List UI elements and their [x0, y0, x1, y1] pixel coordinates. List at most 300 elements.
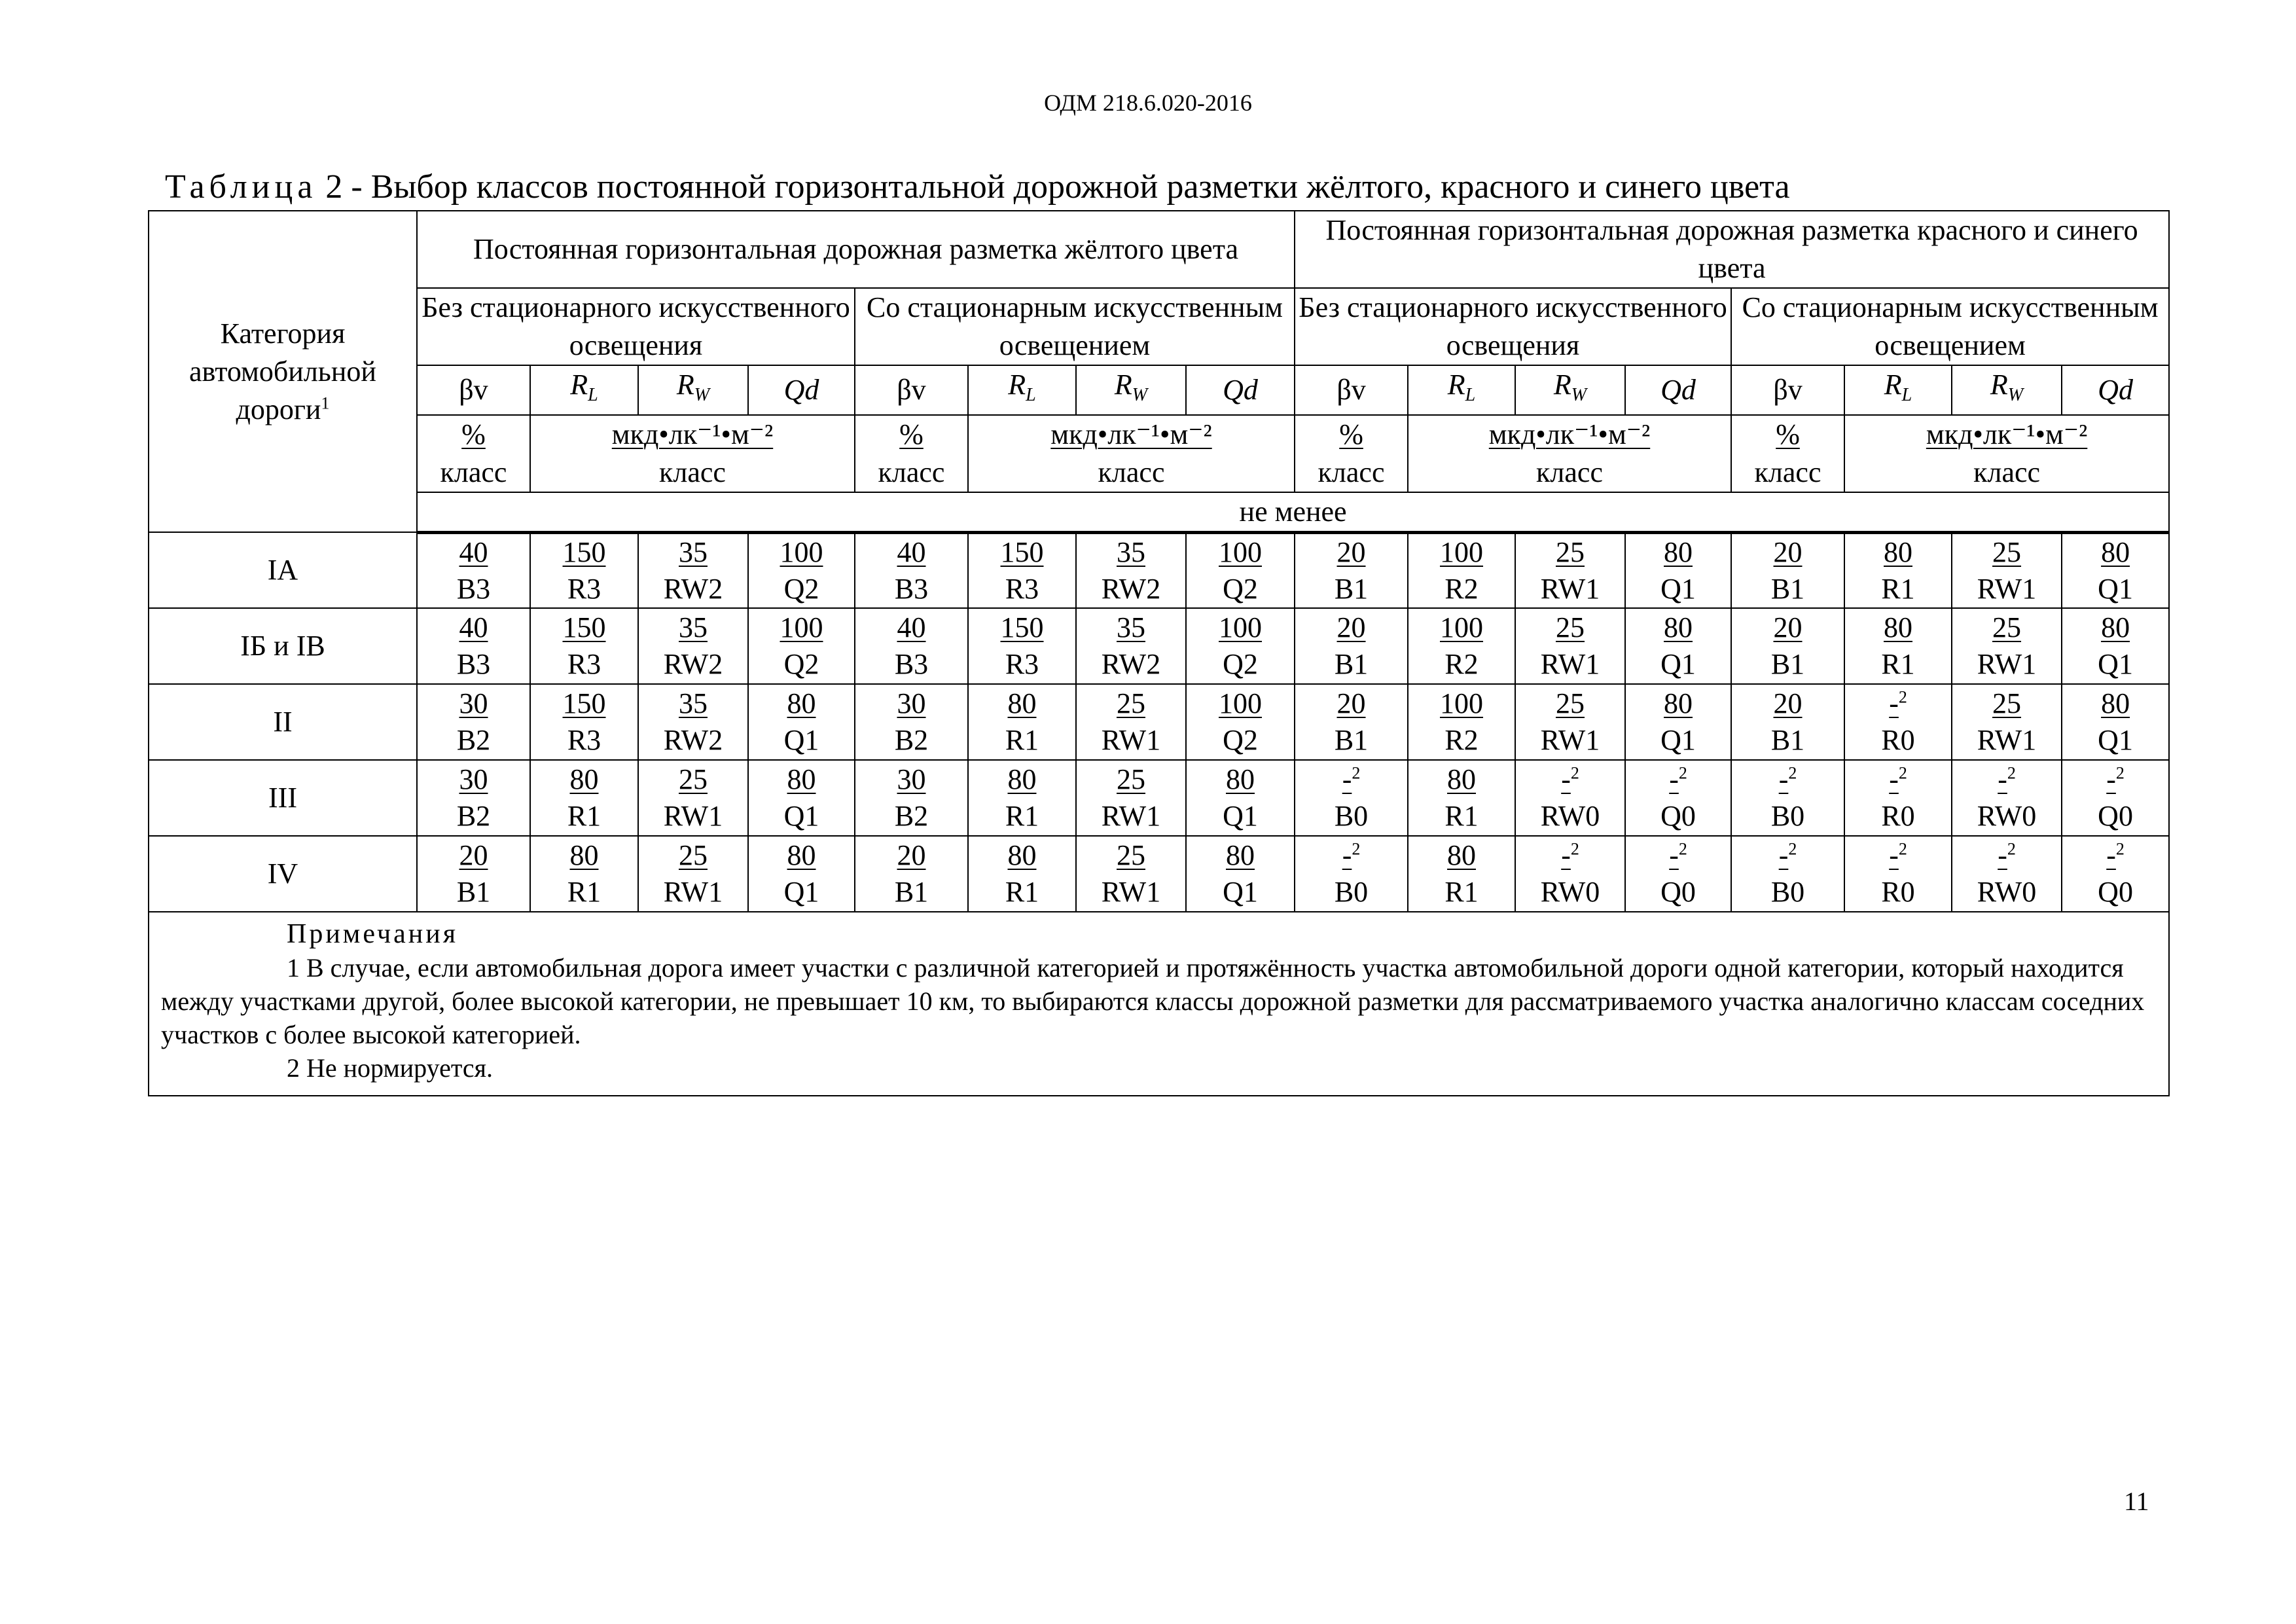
value-block: [1952, 685, 2061, 759]
document-code: ОДМ 218.6.020-2016: [1044, 90, 1252, 116]
value-cell: [748, 836, 855, 912]
value-block: [1845, 609, 1951, 683]
value-cell: [1408, 684, 1515, 760]
value-number: [1077, 685, 1185, 722]
value-number-text: 100: [1440, 536, 1484, 569]
value-cell: [1515, 608, 1625, 684]
value-number: [1516, 609, 1624, 646]
value-class: Q2: [783, 648, 819, 681]
value-number: [639, 534, 747, 571]
value-block: [1295, 685, 1407, 759]
value-number-text: 25: [1992, 611, 2022, 644]
value-number: [639, 761, 747, 798]
value-number-text: -: [1342, 763, 1352, 796]
param-rw-sub: W: [694, 384, 710, 405]
value-number-text: -: [1889, 763, 1899, 796]
class-label: класс: [659, 456, 726, 488]
value-class: B0: [1334, 800, 1369, 833]
table-title-prefix: Таблица: [165, 168, 317, 206]
footnote-ref: 2: [2007, 839, 2016, 859]
value-number: [418, 685, 529, 722]
value-class: Q1: [783, 724, 819, 757]
value-block: [1732, 534, 1844, 607]
value-block: [531, 609, 637, 683]
value-class: Q1: [783, 800, 819, 833]
value-number: [1077, 534, 1185, 571]
value-number: [1845, 609, 1951, 646]
unit-mcd-class: [1408, 415, 1731, 492]
unit-percent: %: [1339, 418, 1363, 450]
value-block: [1077, 685, 1185, 759]
value-class: Q1: [1660, 724, 1696, 757]
value-number-text: 25: [1117, 687, 1145, 720]
value-block: [418, 609, 529, 683]
value-class: B3: [456, 648, 491, 681]
value-number: [1408, 761, 1515, 798]
value-block: [749, 609, 854, 683]
value-number-text: -: [1998, 763, 2007, 796]
value-cell: [1295, 532, 1408, 608]
value-number: [969, 609, 1075, 646]
value-class: R2: [1444, 573, 1479, 605]
value-block: [639, 837, 747, 911]
value-number: [969, 534, 1075, 571]
footnote-ref: 2: [1352, 839, 1361, 859]
value-number: [1952, 609, 2061, 646]
value-number: [1516, 534, 1624, 571]
value-class: RW0: [1977, 876, 2037, 909]
value-number-text: -: [1998, 839, 2007, 872]
value-cell: [638, 760, 748, 836]
category-header: Категория автомобильной дороги$^1$: [149, 211, 417, 532]
value-number-text: 30: [897, 763, 926, 796]
value-class: B3: [894, 648, 929, 681]
value-number-text: 100: [1219, 687, 1262, 720]
unit-percent-class: [417, 415, 530, 492]
value-class: Q0: [1660, 876, 1696, 909]
value-cell: [1844, 684, 1952, 760]
note-2: 2 Не нормируется.: [287, 1053, 493, 1083]
value-cell: [530, 608, 638, 684]
value-class: R0: [1881, 724, 1915, 757]
value-number-text: 40: [897, 536, 926, 569]
value-block: [1408, 534, 1515, 607]
value-block: [1295, 761, 1407, 835]
value-number: [639, 685, 747, 722]
value-class: RW2: [663, 573, 723, 605]
value-block: [531, 761, 637, 835]
value-number: [1845, 685, 1951, 722]
value-class: B1: [456, 876, 491, 909]
value-number: [1516, 685, 1624, 722]
value-block: [749, 761, 854, 835]
value-block: [969, 761, 1075, 835]
value-block: [1408, 609, 1515, 683]
value-class: R1: [1881, 648, 1915, 681]
value-number-text: 20: [1773, 536, 1803, 569]
value-class: RW1: [1101, 724, 1161, 757]
footnote-ref: 2: [1570, 839, 1579, 859]
value-number: [2062, 534, 2168, 571]
value-block: [749, 685, 854, 759]
value-class: Q0: [1660, 800, 1696, 833]
value-block: [855, 837, 967, 911]
footnote-ref: 2: [1898, 763, 1907, 783]
value-class: R3: [1005, 648, 1039, 681]
value-number: [855, 837, 967, 874]
value-block: [639, 534, 747, 607]
value-number-text: 80: [1664, 687, 1693, 720]
value-cell: [417, 836, 530, 912]
value-block: [1732, 685, 1844, 759]
value-cell: [1186, 836, 1295, 912]
value-block: [969, 685, 1075, 759]
value-block: [1626, 685, 1731, 759]
value-cell: [748, 684, 855, 760]
value-block: [1077, 609, 1185, 683]
value-cell: [417, 532, 530, 608]
value-number-text: 80: [787, 687, 816, 720]
value-block: [531, 685, 637, 759]
param-rl: $R_L$: [530, 365, 638, 415]
value-number-text: 150: [562, 611, 606, 644]
value-cell: [1076, 608, 1186, 684]
value-class: Q1: [1223, 800, 1258, 833]
value-number: [1187, 685, 1294, 722]
value-cell: [530, 684, 638, 760]
value-number-text: 25: [679, 763, 708, 796]
value-block: [1187, 761, 1294, 835]
value-number-text: 20: [1336, 687, 1366, 720]
value-block: [969, 609, 1075, 683]
value-block: [1077, 534, 1185, 607]
value-block: [1845, 685, 1951, 759]
value-class: B1: [1770, 573, 1805, 605]
value-cell: [748, 608, 855, 684]
value-cell: [1625, 836, 1731, 912]
class-label: класс: [1754, 456, 1821, 488]
value-class: RW2: [663, 724, 723, 757]
value-number: [1408, 609, 1515, 646]
value-block: [1952, 609, 2061, 683]
value-class: B0: [1770, 800, 1805, 833]
subgroup-no-lighting: Без стационарного искусственного освещения: [417, 288, 855, 365]
value-cell: [1515, 836, 1625, 912]
param-rw: $R_W$: [1515, 365, 1625, 415]
value-class: R0: [1881, 876, 1915, 909]
value-number-text: 20: [897, 839, 926, 872]
value-cell: [1844, 760, 1952, 836]
value-number-text: 150: [562, 536, 606, 569]
param-rl: $R_L$: [1844, 365, 1952, 415]
value-number-text: -: [1561, 763, 1571, 796]
param-qd: Qd: [2062, 365, 2169, 415]
value-block: [639, 685, 747, 759]
value-number: [2062, 837, 2168, 874]
value-number: [531, 534, 637, 571]
value-number: [855, 534, 967, 571]
value-cell: [2062, 684, 2169, 760]
value-class: B1: [894, 876, 929, 909]
value-number-text: -: [1669, 763, 1679, 796]
value-number: [1077, 609, 1185, 646]
value-cell: [2062, 760, 2169, 836]
value-number-text: 25: [679, 839, 708, 872]
footnote-ref: 2: [1788, 763, 1797, 783]
value-class: B2: [456, 800, 491, 833]
value-cell: [417, 608, 530, 684]
table-body: [149, 532, 2169, 912]
param-bv: βv: [855, 365, 968, 415]
unit-mcd-class: [1844, 415, 2169, 492]
value-class: Q1: [1660, 648, 1696, 681]
value-number: [1516, 837, 1624, 874]
value-number-text: 80: [2101, 687, 2130, 720]
value-number-text: 20: [1773, 687, 1803, 720]
value-class: Q2: [783, 573, 819, 605]
value-cell: [530, 532, 638, 608]
value-class: R3: [1005, 573, 1039, 605]
value-cell: [855, 532, 968, 608]
unit-percent: %: [461, 418, 486, 450]
value-block: [1626, 534, 1731, 607]
footnote-ref: 2: [1678, 763, 1687, 783]
value-class: B3: [894, 573, 929, 605]
row-category: III: [149, 760, 417, 836]
value-block: [855, 761, 967, 835]
value-number-text: 100: [1219, 536, 1262, 569]
value-number-text: 80: [569, 763, 599, 796]
value-block: [418, 837, 529, 911]
table-row: [149, 760, 2169, 836]
value-number-text: 80: [1664, 611, 1693, 644]
value-block: [1408, 685, 1515, 759]
value-cell: [1625, 532, 1731, 608]
value-number-text: 30: [459, 687, 488, 720]
value-number: [855, 685, 967, 722]
value-cell: [530, 836, 638, 912]
value-cell: [1186, 608, 1295, 684]
value-number: [531, 609, 637, 646]
value-block: [1845, 837, 1951, 911]
value-cell: [1295, 608, 1408, 684]
value-number: [969, 685, 1075, 722]
value-number: [749, 685, 854, 722]
value-block: [1952, 761, 2061, 835]
value-number: [1187, 534, 1294, 571]
value-block: [1845, 761, 1951, 835]
value-number-text: 100: [1440, 687, 1484, 720]
value-class: R1: [567, 800, 601, 833]
value-number-text: 100: [780, 536, 823, 569]
value-class: R1: [1005, 800, 1039, 833]
footnote-ref: 2: [2115, 763, 2125, 783]
value-number: [531, 685, 637, 722]
value-class: RW2: [663, 648, 723, 681]
value-cell: [1186, 532, 1295, 608]
table-row: [149, 836, 2169, 912]
value-number-text: 150: [1000, 611, 1044, 644]
value-block: [2062, 761, 2168, 835]
value-number: [1952, 837, 2061, 874]
value-cell: [1844, 608, 1952, 684]
value-cell: [968, 684, 1076, 760]
value-class: R1: [1444, 876, 1479, 909]
value-number: [1952, 685, 2061, 722]
value-number-text: 40: [459, 611, 488, 644]
unit-mcd: мкд•лк⁻¹•м⁻²: [1050, 418, 1212, 450]
value-number: [1187, 609, 1294, 646]
marking-classes-table: [148, 210, 2170, 1096]
value-number: [969, 837, 1075, 874]
value-number: [1845, 837, 1951, 874]
value-cell: [1731, 760, 1844, 836]
footnote-ref: 2: [1898, 687, 1907, 707]
subgroup-lighting: Со стационарным искусственным освещением: [1731, 288, 2169, 365]
value-cell: [638, 532, 748, 608]
value-block: [2062, 609, 2168, 683]
value-cell: [638, 608, 748, 684]
row-category: IV: [149, 836, 417, 912]
value-number-text: 80: [1007, 687, 1037, 720]
value-number: [1295, 837, 1407, 874]
value-number: [749, 609, 854, 646]
value-number-text: 25: [1117, 763, 1145, 796]
value-class: Q1: [2098, 648, 2133, 681]
value-number-text: 80: [2101, 611, 2130, 644]
footnote-ref: 2: [1352, 763, 1361, 783]
unit-percent: %: [1776, 418, 1800, 450]
param-rw-sub: W: [2007, 384, 2024, 405]
value-class: R3: [567, 724, 601, 757]
value-block: [1516, 761, 1624, 835]
value-number: [1626, 837, 1731, 874]
value-cell: [1515, 532, 1625, 608]
value-number: [1732, 609, 1844, 646]
value-class: R2: [1444, 648, 1479, 681]
value-block: [1516, 837, 1624, 911]
value-number: [1408, 837, 1515, 874]
value-number-text: 100: [1440, 611, 1484, 644]
notes-title: Примечания: [287, 919, 459, 950]
value-number-text: 100: [780, 611, 823, 644]
value-cell: [1731, 684, 1844, 760]
value-number-text: 80: [1447, 839, 1477, 872]
value-number-text: 150: [562, 687, 606, 720]
value-block: [1952, 837, 2061, 911]
value-cell: [1844, 532, 1952, 608]
value-number-text: -: [1561, 839, 1571, 872]
value-class: Q0: [2098, 800, 2133, 833]
value-number: [1732, 837, 1844, 874]
value-cell: [1186, 684, 1295, 760]
value-number: [855, 761, 967, 798]
value-block: [418, 534, 529, 607]
param-rl-sub: L: [588, 384, 598, 405]
value-cell: [1076, 836, 1186, 912]
value-cell: [748, 532, 855, 608]
value-class: Q1: [1660, 573, 1696, 605]
param-rl-sub: L: [1026, 384, 1036, 405]
value-number-text: 80: [1226, 839, 1255, 872]
unit-percent: %: [899, 418, 924, 450]
value-block: [1187, 534, 1294, 607]
value-cell: [638, 684, 748, 760]
value-number-text: 150: [1000, 536, 1044, 569]
value-cell: [1952, 684, 2062, 760]
value-block: [855, 609, 967, 683]
value-class: Q2: [1223, 648, 1258, 681]
value-number: [1732, 685, 1844, 722]
param-qd: Qd: [1625, 365, 1731, 415]
value-class: RW0: [1540, 800, 1600, 833]
value-number-text: 25: [1992, 687, 2022, 720]
value-cell: [1844, 836, 1952, 912]
table-title-text: 2 - Выбор классов постоянной горизонтальной дорожной разметки жёлтого, красного и синего цвета: [317, 168, 1790, 206]
value-number-text: 40: [459, 536, 488, 569]
unit-row: [149, 415, 2169, 492]
value-cell: [1731, 836, 1844, 912]
value-cell: [1625, 760, 1731, 836]
value-number-text: 25: [1117, 839, 1145, 872]
value-cell: [417, 760, 530, 836]
value-cell: [968, 760, 1076, 836]
param-rw-sub: W: [1132, 384, 1148, 405]
value-number: [2062, 685, 2168, 722]
value-number-text: 35: [1117, 611, 1145, 644]
value-class: Q0: [2098, 876, 2133, 909]
value-class: R0: [1881, 800, 1915, 833]
value-block: [1077, 761, 1185, 835]
value-number-text: 35: [679, 611, 708, 644]
value-number: [1187, 837, 1294, 874]
value-number: [1408, 685, 1515, 722]
unit-mcd: мкд•лк⁻¹•м⁻²: [1926, 418, 2088, 450]
value-block: [1516, 685, 1624, 759]
table-row: [149, 608, 2169, 684]
value-number: [531, 837, 637, 874]
value-cell: [968, 532, 1076, 608]
value-number: [855, 609, 967, 646]
value-class: R1: [1881, 573, 1915, 605]
value-number-text: -: [1889, 687, 1899, 720]
value-class: B2: [894, 800, 929, 833]
value-class: R3: [567, 648, 601, 681]
value-block: [639, 761, 747, 835]
notes-cell: [149, 912, 2169, 1096]
value-number-text: -: [1778, 763, 1789, 796]
value-block: [969, 837, 1075, 911]
value-number: [749, 534, 854, 571]
value-number-text: 25: [1992, 536, 2022, 569]
value-number: [1952, 761, 2061, 798]
value-number: [418, 761, 529, 798]
value-class: RW1: [1540, 573, 1600, 605]
value-cell: [855, 760, 968, 836]
value-class: RW1: [1101, 876, 1161, 909]
value-cell: [1515, 760, 1625, 836]
value-cell: [1952, 760, 2062, 836]
unit-percent-class: [1731, 415, 1844, 492]
value-class: B0: [1334, 876, 1369, 909]
value-class: R1: [1005, 724, 1039, 757]
value-class: R3: [567, 573, 601, 605]
class-label: класс: [1098, 456, 1165, 488]
value-block: [531, 534, 637, 607]
value-class: Q1: [1223, 876, 1258, 909]
value-cell: [855, 608, 968, 684]
subgroup-lighting: Со стационарным искусственным освещением: [855, 288, 1295, 365]
